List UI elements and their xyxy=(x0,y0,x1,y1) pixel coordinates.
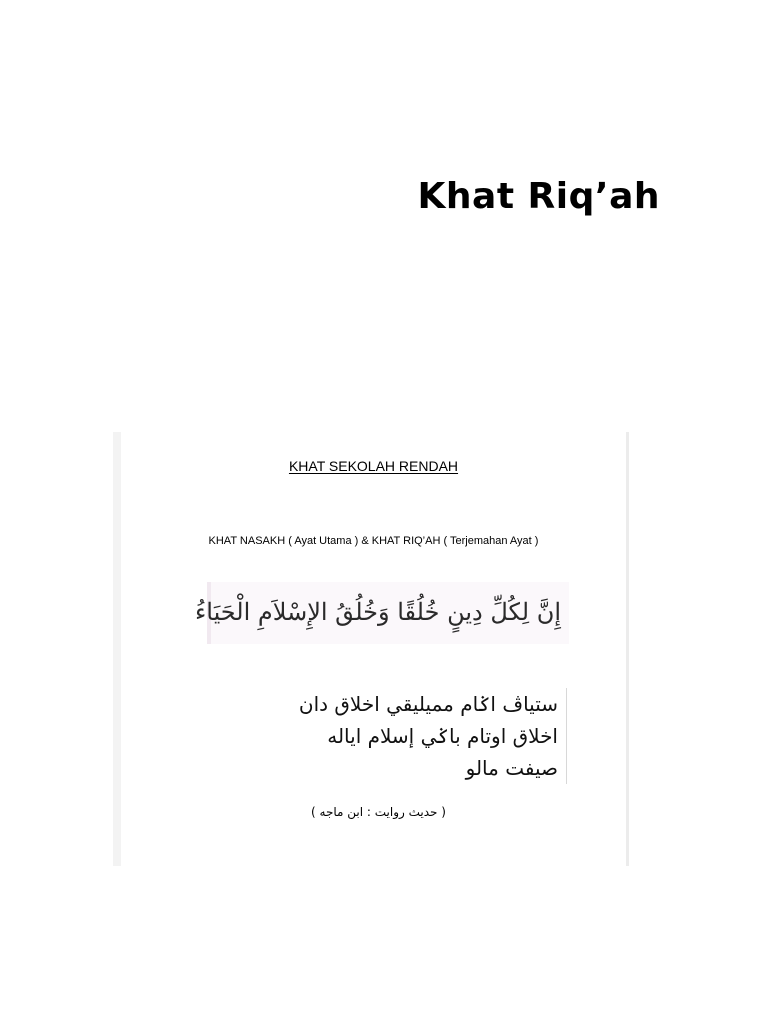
riqah-line-1: ستياڤ اݢام مميليقي اخلاق دان xyxy=(298,692,558,716)
riqah-line-2: اخلاق اوتام باݢي إسلام اياله xyxy=(327,724,558,748)
scan-heading-text: KHAT SEKOLAH RENDAH xyxy=(288,458,459,474)
page-title: Khat Riq’ah xyxy=(417,176,660,217)
riqah-line-3: صيفت مالو xyxy=(465,756,558,780)
scan-subheading: KHAT NASAKH ( Ayat Utama ) & KHAT RIQ’AH ( Terjemahan Ayat ) xyxy=(208,535,539,547)
naskh-verse-strip xyxy=(194,582,569,644)
hadith-source-note: ( حديث روايت : ابن ماجه ) xyxy=(311,805,446,819)
scanned-calligraphy-image xyxy=(113,432,629,866)
scan-heading xyxy=(121,458,626,474)
riqah-translation-block xyxy=(223,688,567,784)
naskh-verse-text: إِنَّ لِكُلِّ دِينٍ خُلُقًا وَخُلُقُ الإِسْلاَمِ الْحَيَاءُ xyxy=(194,598,561,626)
